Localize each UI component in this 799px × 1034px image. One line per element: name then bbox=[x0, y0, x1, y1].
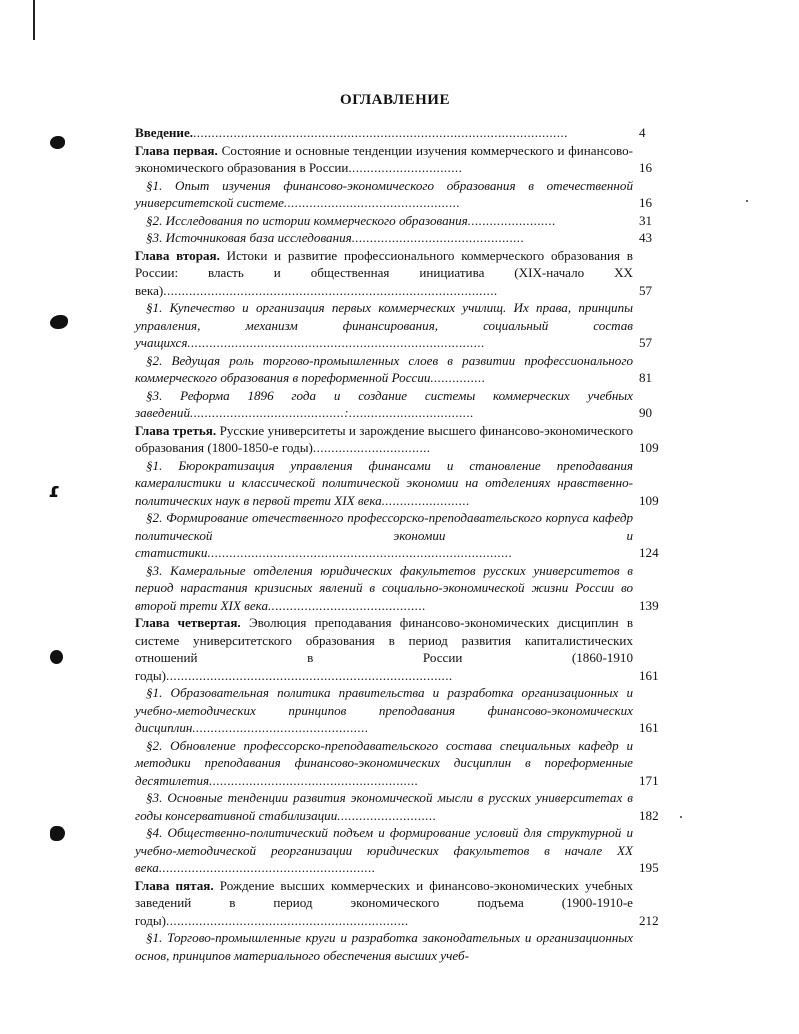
page-number: 109 bbox=[639, 440, 659, 455]
entry-title: §2. Обновление профессорско-преподавательского состава специальных кафедр и методики преподавания финансово-экономических дисциплин в пореформенные десятилетия bbox=[135, 737, 633, 788]
chapter-label: Глава третья. bbox=[135, 422, 217, 438]
leader-dots: ........................................................... bbox=[158, 860, 376, 875]
ink-blot bbox=[50, 136, 65, 149]
ink-speck bbox=[746, 200, 748, 202]
toc-section-entry bbox=[135, 352, 667, 387]
leader-dots: ................................................................................... bbox=[207, 545, 513, 560]
entry-text bbox=[135, 352, 639, 387]
leader-dots: ................................................................................. bbox=[187, 335, 485, 350]
ink-mark: ɾ bbox=[48, 478, 60, 502]
entry-text bbox=[135, 387, 639, 422]
leader-dots: ........................ bbox=[381, 492, 470, 508]
entry-title: Эволюция преподавания финансово-экономических дисциплин в системе университетского образования в период развития капиталистических отношений в России (1860-1910 годы) bbox=[135, 615, 633, 683]
toc-section-entry bbox=[135, 299, 667, 352]
entry-title: §1. Опыт изучения финансово-экономического образования в отечественной университетской системе bbox=[135, 177, 633, 210]
page-number: 161 bbox=[639, 667, 659, 683]
toc-chapter-entry bbox=[135, 124, 667, 142]
ink-speck bbox=[680, 816, 682, 818]
leader-dots: .................................................................. bbox=[166, 912, 409, 928]
leader-dots: ................................................ bbox=[192, 720, 369, 735]
page-number: 16 bbox=[639, 195, 653, 210]
page-number: 182 bbox=[639, 807, 659, 823]
toc-section-entry bbox=[135, 929, 667, 964]
entry-text bbox=[135, 877, 639, 930]
entry-title: Состояние и основные тенденции изучения коммерческого и финансово-экономического образования в России bbox=[135, 142, 633, 175]
leader-dots: ............................... bbox=[348, 160, 463, 175]
entry-text bbox=[135, 509, 639, 562]
toc-chapter-entry bbox=[135, 614, 667, 684]
page-number: 171 bbox=[639, 772, 659, 788]
page-number: 4 bbox=[639, 125, 646, 140]
entry-text bbox=[135, 212, 639, 230]
page-number: 31 bbox=[639, 212, 653, 228]
toc-section-entry bbox=[135, 562, 667, 615]
toc-section-entry bbox=[135, 387, 667, 422]
leader-dots: ........................................... bbox=[268, 597, 426, 613]
chapter-label: Глава вторая. bbox=[135, 247, 220, 263]
entry-text bbox=[135, 824, 639, 877]
entry-title: §1. Торгово-промышленные круги и разработка законодательных и организационных основ, принципов материального обеспечения высших учеб- bbox=[135, 930, 633, 963]
entry-title: §1. Купечество и организация первых коммерческих училищ. Их права, принципы управления, механизм финансирования, социальный состав учащихся bbox=[135, 300, 633, 350]
entry-title: §3. Реформа 1896 года и создание системы коммерческих учебных заведений bbox=[135, 387, 633, 420]
toc-section-entry bbox=[135, 509, 667, 562]
entry-text bbox=[135, 229, 639, 247]
leader-dots: ................................ bbox=[312, 440, 431, 455]
leader-dots: ................................................ bbox=[283, 195, 461, 210]
leader-dots: ........................................................................................... bbox=[163, 282, 498, 298]
entry-text bbox=[135, 457, 639, 510]
leader-dots: ............................................... bbox=[351, 230, 525, 245]
toc-section-entry bbox=[135, 824, 667, 877]
toc-chapter-entry bbox=[135, 142, 667, 177]
entry-text bbox=[135, 614, 639, 684]
margin-line bbox=[33, 0, 35, 40]
entry-title: Русские университеты и зарождение высшего финансово-экономического образования (1800-1850-е годы) bbox=[135, 422, 633, 455]
page-number: 90 bbox=[639, 405, 653, 420]
leader-dots: ........................ bbox=[467, 212, 556, 228]
toc-section-entry bbox=[135, 457, 667, 510]
toc-chapter-entry bbox=[135, 877, 667, 930]
chapter-label: Глава четвертая. bbox=[135, 615, 241, 630]
entry-text bbox=[135, 422, 639, 457]
toc-section-entry bbox=[135, 789, 667, 824]
page-number: 81 bbox=[639, 370, 653, 385]
leader-dots: ......................................................... bbox=[209, 772, 419, 788]
leader-dots: .............................................................................. bbox=[166, 667, 453, 683]
entry-title: §2. Ведущая роль торгово-промышленных слоев в развитии профессионального коммерческого образования в пореформенной России bbox=[135, 352, 633, 385]
table-of-contents bbox=[135, 124, 667, 964]
page-number: 195 bbox=[639, 860, 659, 875]
page-number: 43 bbox=[639, 230, 653, 245]
entry-text bbox=[135, 737, 639, 790]
toc-chapter-entry bbox=[135, 247, 667, 300]
entry-title: §3. Основные тенденции развития экономической мысли в русских университетах в годы консервативной стабилизации bbox=[135, 790, 633, 823]
chapter-label: Глава первая. bbox=[135, 142, 218, 158]
ink-blot bbox=[50, 650, 63, 664]
ink-blot bbox=[50, 826, 65, 841]
page-number: 57 bbox=[639, 282, 653, 298]
entry-title: Рождение высших коммерческих и финансово-экономических учебных заведений в период экономического подъема (1900-1910-е годы) bbox=[135, 877, 633, 928]
page-title: ОГЛАВЛЕНИЕ bbox=[340, 92, 450, 108]
entry-title: §3. Источниковая база исследования bbox=[146, 230, 352, 245]
toc-section-entry bbox=[135, 177, 667, 212]
page-number: 57 bbox=[639, 335, 653, 350]
page-number: 139 bbox=[639, 597, 659, 613]
toc-section-entry bbox=[135, 229, 667, 247]
toc-section-entry bbox=[135, 684, 667, 737]
leader-dots: ...................................................................................................... bbox=[193, 125, 568, 140]
page-number: 124 bbox=[639, 545, 659, 560]
page-number: 16 bbox=[639, 160, 653, 175]
entry-text bbox=[135, 789, 639, 824]
entry-title: §2. Формирование отечественного профессорско-преподавательского корпуса кафедр политической экономии и статистики bbox=[135, 510, 633, 560]
toc-section-entry bbox=[135, 737, 667, 790]
entry-text bbox=[135, 247, 639, 300]
entry-text bbox=[135, 299, 639, 352]
entry-text bbox=[135, 124, 639, 142]
page-number: 109 bbox=[639, 492, 659, 508]
chapter-label: Глава пятая. bbox=[135, 877, 214, 893]
entry-title: §1. Бюрократизация управления финансами и становление преподавания камералистики и классической политической экономии на отделениях нравственно-политических наук в первой трети XIX века bbox=[135, 457, 633, 508]
entry-title: Истоки и развитие профессионального коммерческого образования в России: власть и общественная инициатива (XIX-начало XX века) bbox=[135, 247, 633, 298]
entry-text bbox=[135, 562, 639, 615]
entry-text bbox=[135, 929, 639, 964]
entry-text bbox=[135, 177, 639, 212]
entry-text bbox=[135, 684, 639, 737]
entry-title: §4. Общественно-политический подъем и формирование условий для структурной и учебно-методической реорганизации юридических факультетов в начале XX века bbox=[135, 825, 633, 875]
entry-text bbox=[135, 142, 639, 177]
page-number: 161 bbox=[639, 720, 659, 735]
entry-title: §1. Образовательная политика правительства и разработка организационных и учебно-методических принципов преподавания финансово-экономических дисциплин bbox=[135, 685, 633, 735]
toc-chapter-entry bbox=[135, 422, 667, 457]
toc-section-entry bbox=[135, 212, 667, 230]
leader-dots: ..........................................:.................................. bbox=[190, 405, 474, 420]
leader-dots: ........................... bbox=[337, 807, 437, 823]
ink-blot bbox=[50, 315, 68, 329]
leader-dots: ............... bbox=[430, 370, 486, 385]
entry-title: §3. Камеральные отделения юридических факультетов русских университетов в период нарастания кризисных явлений в социально-экономической жизни России во второй трети XIX века bbox=[135, 562, 633, 613]
page-number: 212 bbox=[639, 912, 659, 928]
entry-title: §2. Исследования по истории коммерческого образования bbox=[146, 212, 468, 228]
chapter-label: Введение. bbox=[135, 125, 194, 140]
